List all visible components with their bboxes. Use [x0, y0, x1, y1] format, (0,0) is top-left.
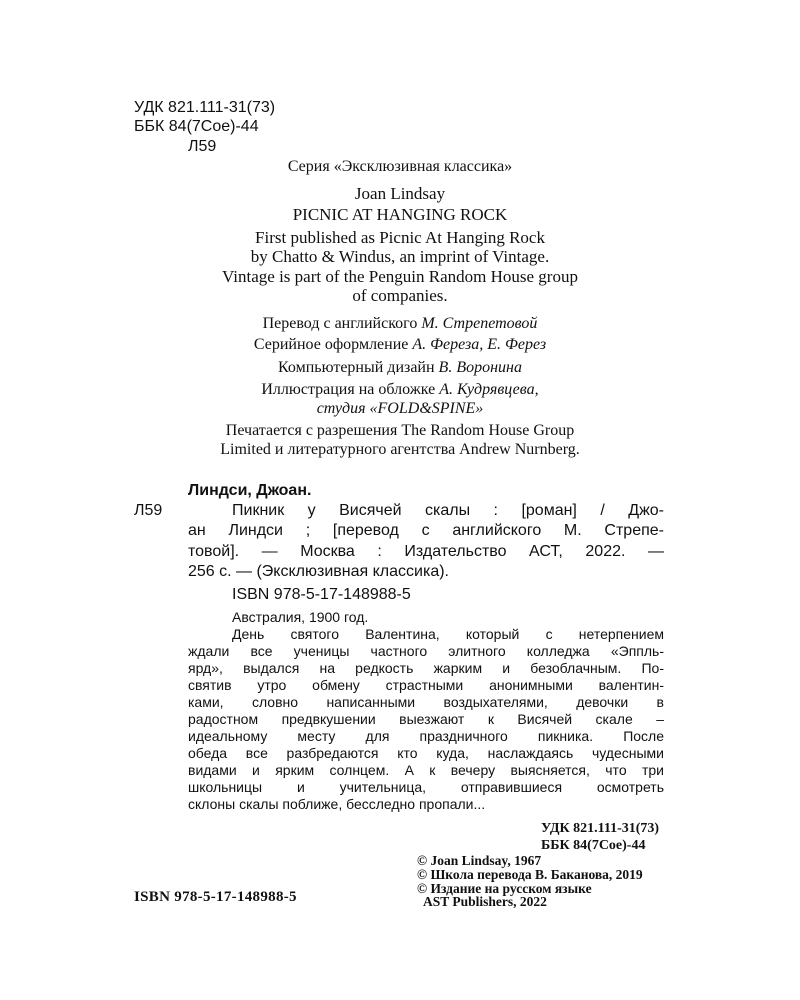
- illustration-label: Иллюстрация на обложке: [261, 381, 440, 398]
- copyright-publisher: AST Publishers, 2022: [417, 894, 547, 909]
- udk-code: УДК 821.111-31(73): [134, 99, 276, 116]
- catalog-line-3: товой]. — Москва : Издательство АСТ, 2022. —: [188, 543, 664, 560]
- annotation-line: святив утро обмену страстными анонимными валентин-: [188, 677, 664, 693]
- isbn-bottom: ISBN 978-5-17-148988-5: [134, 889, 297, 905]
- catalog-sign: Л59: [134, 502, 163, 519]
- annotation-line: обеда все разбредаются кто куда, наслаждаясь чудесными: [188, 745, 664, 761]
- annotation-line: идеальному месту для праздничного пикника. После: [188, 728, 664, 744]
- catalog-line-4: 256 с. — (Эксклюзивная классика).: [188, 563, 449, 580]
- computer-design-label: Компьютерный дизайн: [278, 359, 439, 376]
- translation-credit: [0, 315, 800, 333]
- author-sign: Л59: [188, 138, 217, 155]
- copyright-edition: © Издание на русском языке: [417, 881, 592, 896]
- translation-label: Перевод с английского: [262, 315, 422, 332]
- computer-design-credit: [0, 359, 800, 377]
- annotation-line: День святого Валентина, который с нетерпением: [232, 626, 664, 642]
- bbk-code-bottom: ББК 84(7Сое)-44: [541, 838, 646, 853]
- annotation-line: радостном предвкушении выезжают к Висячей скале –: [188, 711, 664, 727]
- studio-name: студия «FOLD&SPINE»: [316, 400, 484, 417]
- first-published-line-1: First published as Picnic At Hanging Rock: [255, 228, 545, 247]
- vintage-line-2: of companies.: [352, 286, 448, 305]
- catalog-line-1: Пикник у Висячей скалы : [роман] / Джо-: [232, 502, 664, 519]
- annotation-line: ярд», выдался на редкость жарким и безоблачным. По-: [188, 660, 664, 676]
- series-design-label: Серийное оформление: [253, 336, 413, 353]
- annotation-last-line: склоны скалы поближе, бесследно пропали...: [188, 796, 486, 812]
- annotation-line: ждали все ученицы частного элитного колледжа «Эппль-: [188, 643, 664, 659]
- first-published-line-2: by Chatto & Windus, an imprint of Vintage.: [250, 247, 550, 266]
- catalog-heading: Линдси, Джоан.: [188, 482, 312, 499]
- copyright-translation: © Школа перевода В. Баканова, 2019: [417, 867, 643, 882]
- bbk-code: ББК 84(7Сое)-44: [134, 118, 259, 135]
- series-design-credit: [0, 336, 800, 354]
- annotation-line: ками, словно написанными воздыхателями, девочки в: [188, 694, 664, 710]
- original-author: Joan Lindsay: [354, 184, 446, 203]
- catalog-isbn: ISBN 978-5-17-148988-5: [232, 586, 411, 603]
- vintage-line-1: Vintage is part of the Penguin Random House group: [222, 267, 578, 286]
- illustration-studio: [0, 400, 800, 418]
- udk-code-bottom: УДК 821.111-31(73): [541, 821, 660, 836]
- copyright-author: © Joan Lindsay, 1967: [417, 853, 542, 868]
- annotation-line: видами и ярким солнцем. А к вечеру выясняется, что три: [188, 762, 664, 778]
- series-line: Серия «Эксклюзивная классика»: [287, 158, 513, 175]
- permission-line-1: Печатается с разрешения The Random House Group: [225, 422, 575, 439]
- annotation-first-line: Австралия, 1900 год.: [232, 609, 369, 625]
- annotation-line: школьницы и учительница, отправившиеся осмотреть: [188, 779, 664, 795]
- translator-name: М. Стрепетовой: [421, 315, 538, 332]
- computer-designer-name: В. Воронина: [438, 359, 522, 376]
- series-designer-names: А. Фереза, Е. Ферез: [412, 336, 547, 353]
- catalog-line-2: ан Линдси ; [перевод с английского М. Стрепе-: [188, 522, 664, 539]
- original-title: PICNIC AT HANGING ROCK: [292, 205, 508, 224]
- illustration-credit: [0, 381, 800, 399]
- illustrator-name: А. Кудрявцева,: [439, 381, 539, 398]
- permission-line-2: Limited и литературного агентства Andrew Nurnberg.: [220, 441, 580, 458]
